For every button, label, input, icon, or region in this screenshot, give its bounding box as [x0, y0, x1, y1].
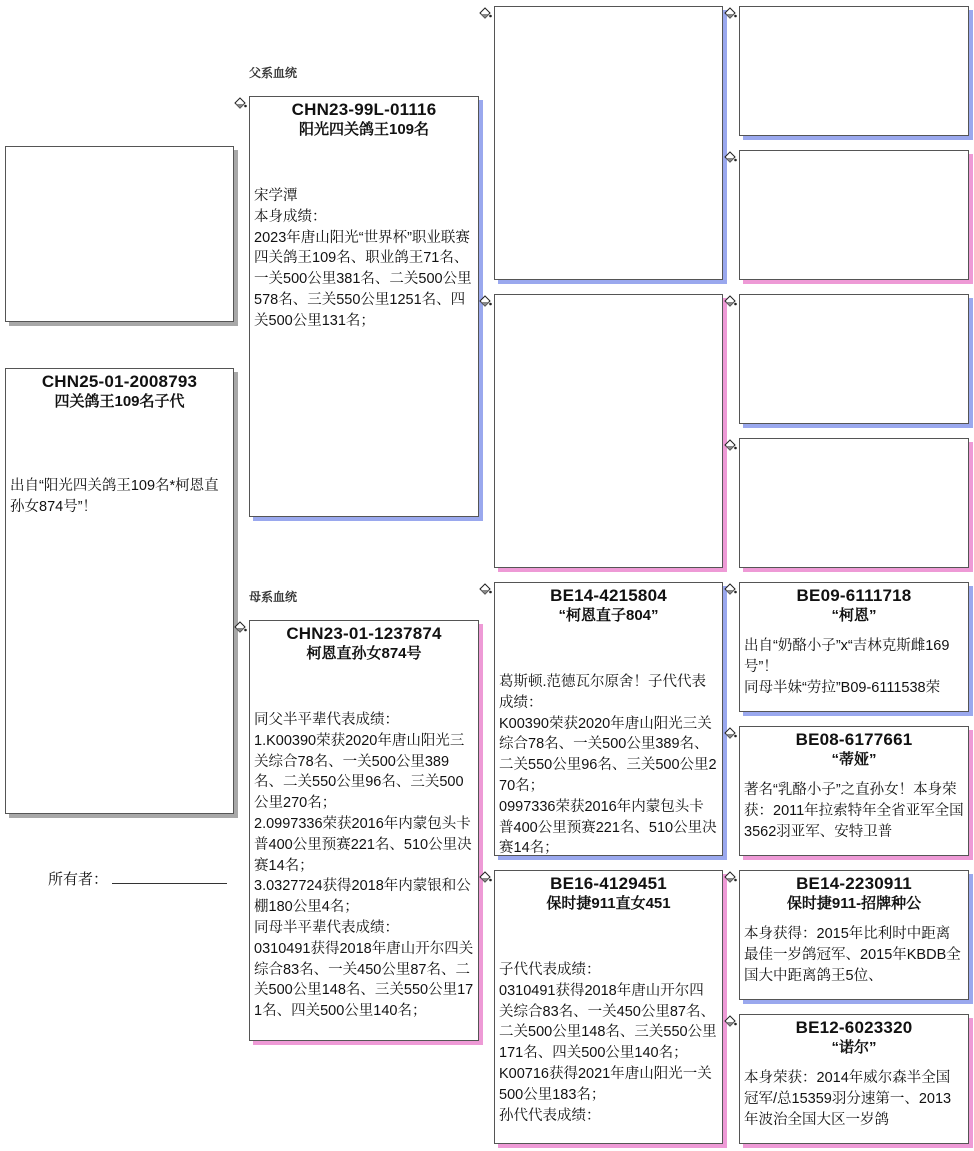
owner-line	[112, 869, 227, 884]
dam-sire-card[interactable]	[494, 582, 723, 856]
ggp3-name: 保时捷911-招牌种公	[786, 895, 922, 912]
ggp3-ring: BE14-2230911	[796, 874, 912, 893]
sire-dam-card[interactable]	[494, 294, 723, 568]
dam-text: 同父半平辈代表成绩： 1.K00390荣获2020年唐山阳光三关综合78名、一关500公里389名、二关550公里96名、三关500公里270名； 2.0997336荣获2016年内蒙包头卡普400公里预赛221名、510公里决赛14名； 3.0327724获得2018年内蒙银和公棚180公里4名； 同母半平辈代表成绩： 0310491获得2018年唐山开尔四关综合83名、一关450公里87名、二关500公里148名、三关550公里171名、四关500公里140名；	[254, 712, 474, 1020]
paint-bucket-icon[interactable]	[723, 726, 737, 740]
paint-bucket-icon[interactable]	[723, 1014, 737, 1028]
subject-text: 出自“阳光四关鸽王109名*柯恩直孙女874号”！	[10, 478, 219, 515]
sire-line-label: 父系血统	[249, 66, 298, 80]
dam-name: 柯恩直孙女874号	[306, 645, 422, 662]
ggp-sire-dam-dam[interactable]	[739, 438, 969, 568]
sire-sire-card[interactable]	[494, 6, 723, 280]
dam-sire-name: “柯恩直子804”	[558, 607, 659, 624]
ggp-sire-sire-sire[interactable]	[739, 6, 969, 136]
ggp-dam-sire-sire[interactable]	[739, 582, 969, 712]
dam-ring: CHN23-01-1237874	[286, 624, 442, 643]
sire-text: 宋学潭 本身成绩： 2023年唐山阳光“世界杯”职业联赛四关鸽王109名、职业鸽王71名、一关500公里381名、二关500公里578名、三关550公里1251名、四关500公里131名；	[254, 188, 472, 329]
sire-ring: CHN23-99L-01116	[291, 100, 437, 119]
paint-bucket-icon[interactable]	[233, 96, 247, 110]
owner-label: 所有者：	[48, 871, 109, 888]
ggp-dam-dam-dam[interactable]	[739, 1014, 969, 1144]
paint-bucket-icon[interactable]	[478, 294, 492, 308]
ggp4-ring: BE12-6023320	[795, 1018, 913, 1037]
paint-bucket-icon[interactable]	[723, 294, 737, 308]
paint-bucket-icon[interactable]	[723, 150, 737, 164]
dam-dam-card[interactable]	[494, 870, 723, 1144]
paint-bucket-icon[interactable]	[233, 620, 247, 634]
ggp-sire-dam-sire[interactable]	[739, 294, 969, 424]
paint-bucket-icon[interactable]	[478, 870, 492, 884]
paint-bucket-icon[interactable]	[723, 582, 737, 596]
sire-card[interactable]	[249, 96, 479, 517]
dam-line-label: 母系血统	[249, 590, 298, 604]
ggp3-text: 本身获得：2015年比利时中距离最佳一岁鸽冠军、2015年KBDB全国大中距离鸽王5位、	[744, 926, 961, 984]
owner-field	[48, 868, 227, 889]
ggp4-name: “诺尔”	[831, 1039, 877, 1056]
dam-card[interactable]	[249, 620, 479, 1041]
subject-photo	[5, 146, 234, 322]
paint-bucket-icon[interactable]	[723, 870, 737, 884]
ggp1-ring: BE09-6111718	[796, 586, 912, 605]
ggp-dam-dam-sire[interactable]	[739, 870, 969, 1000]
dam-sire-text: 葛斯顿.范德瓦尔原舍！子代代表成绩： K00390荣获2020年唐山阳光三关综合78名、一关500公里389名、二关550公里96名、三关500公里270名； 0997336荣获2016年内蒙包头卡普400公里预赛221名、510公里决赛14名；	[499, 674, 717, 856]
paint-bucket-icon[interactable]	[723, 438, 737, 452]
subject-name: 四关鸽王109名子代	[54, 393, 185, 410]
ggp2-ring: BE08-6177661	[795, 730, 913, 749]
dam-dam-text: 子代代表成绩： 0310491获得2018年唐山开尔四关综合83名、一关450公里87名、二关500公里148名、三关550公里171名、四关500公里140名； K00716获得2021年唐山阳光一关500公里183名； 孙代代表成绩：	[499, 962, 717, 1124]
ggp-dam-sire-dam[interactable]	[739, 726, 969, 856]
sire-name: 阳光四关鸽王109名	[298, 121, 430, 138]
subject-card[interactable]	[5, 368, 234, 814]
ggp2-text: 著名“乳酪小子”之直孙女！本身荣获：2011年拉索特年全省亚军全国3562羽亚军、安特卫普	[744, 782, 964, 840]
ggp-sire-sire-dam[interactable]	[739, 150, 969, 280]
paint-bucket-icon[interactable]	[478, 6, 492, 20]
ggp1-name: “柯恩”	[831, 607, 877, 624]
ggp1-text: 出自“奶酪小子”x“吉林克斯雌169号”！ 同母半妹“劳拉”B09-6111538荣	[744, 638, 950, 696]
ggp2-name: “蒂娅”	[831, 751, 877, 768]
subject-ring: CHN25-01-2008793	[41, 372, 198, 391]
dam-sire-ring: BE14-4215804	[550, 586, 667, 605]
dam-dam-ring: BE16-4129451	[550, 874, 667, 893]
dam-dam-name: 保时捷911直女451	[546, 895, 671, 912]
paint-bucket-icon[interactable]	[478, 582, 492, 596]
paint-bucket-icon[interactable]	[723, 6, 737, 20]
ggp4-text: 本身荣获：2014年威尔森半全国冠军/总15359羽分速第一、2013年波治全国大区一岁鸽	[744, 1070, 952, 1128]
